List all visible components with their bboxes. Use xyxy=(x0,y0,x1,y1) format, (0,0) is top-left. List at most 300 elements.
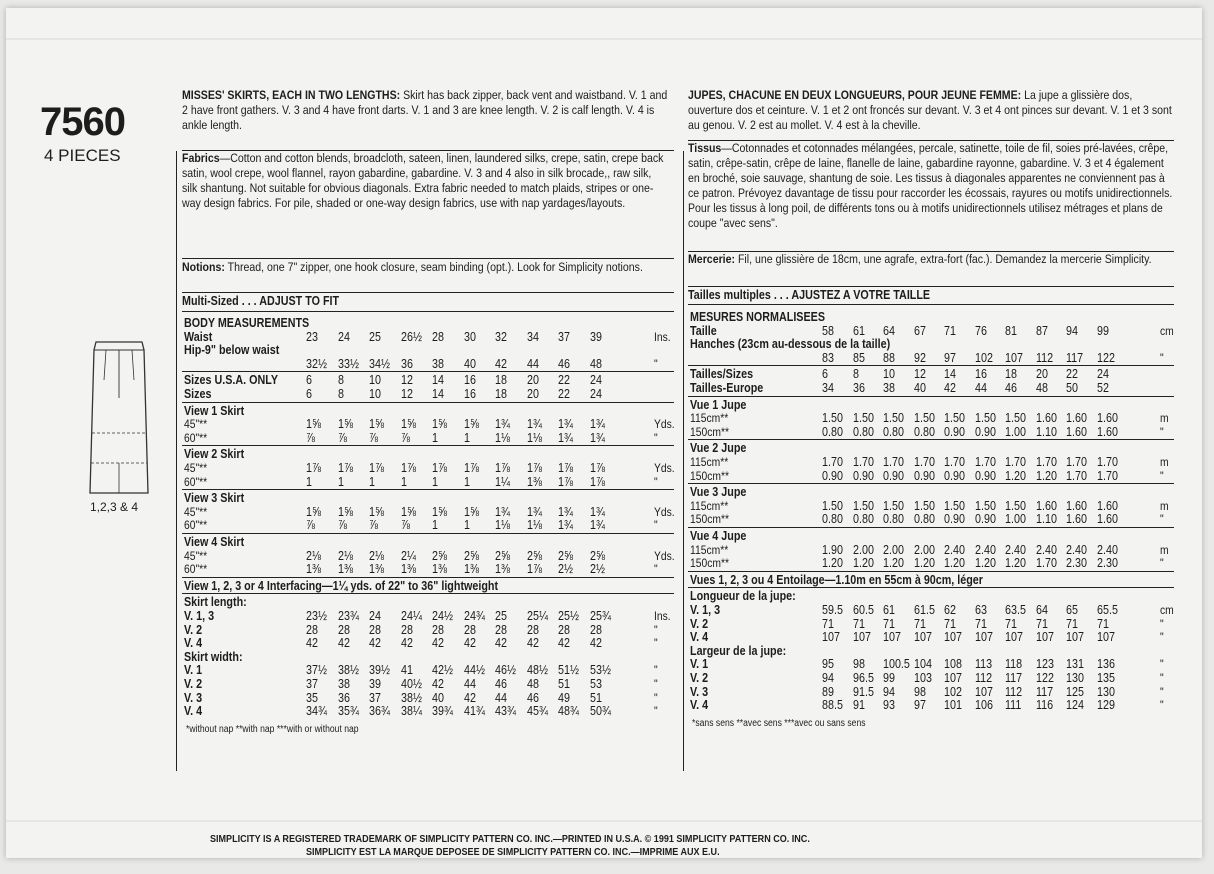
fr-row-label: 150cm** xyxy=(690,424,730,439)
en-table-row xyxy=(182,623,674,637)
fr-table-cell: 1.70 xyxy=(1066,455,1087,469)
fr-table-row xyxy=(688,556,1174,570)
en-table-cell: 42 xyxy=(526,636,539,651)
en-table-cell: 25 xyxy=(495,609,507,623)
en-table-cell: 10 xyxy=(369,387,381,401)
en-table-cell: 1⅜ xyxy=(432,562,447,577)
fr-table-cell: 94 xyxy=(822,671,834,685)
en-table-cell: 16 xyxy=(463,373,476,388)
fr-unit-label: " xyxy=(1160,684,1164,699)
fr-table-cell: 1.50 xyxy=(913,411,935,426)
fr-table-cell: 116 xyxy=(1035,698,1053,713)
en-table-cell: 1⅞ xyxy=(558,474,573,489)
en-table-row xyxy=(182,518,674,532)
fr-table-cell: 2.00 xyxy=(883,542,904,557)
fr-table-rule xyxy=(688,571,1174,572)
en-table-row xyxy=(182,431,674,445)
fr-unit-label: " xyxy=(1160,616,1164,631)
fr-row-label: 115cm** xyxy=(690,411,729,426)
fr-table-rule xyxy=(688,439,1174,440)
en-table-row xyxy=(182,535,674,549)
fr-table-row xyxy=(688,499,1174,513)
en-unit-label: " xyxy=(654,356,658,371)
en-row-label: Sizes U.S.A. ONLY xyxy=(184,373,278,388)
en-table-cell: 28 xyxy=(400,622,413,637)
fr-table-cell: 71 xyxy=(1066,616,1078,631)
en-row-label: BODY MEASUREMENTS xyxy=(184,316,310,330)
en-table-cell: 1⅝ xyxy=(432,504,447,519)
fr-table-cell: 107 xyxy=(822,630,840,645)
fr-row-label: Hanches (23cm au-dessous de la taille) xyxy=(690,337,891,352)
fr-table-rule xyxy=(688,396,1174,397)
fr-table-cell: 1.70 xyxy=(1005,455,1026,469)
en-table-row xyxy=(182,447,674,461)
en-table-cell: 23½ xyxy=(306,609,327,623)
en-table-cell: 33½ xyxy=(337,356,359,371)
en-table-cell: 20 xyxy=(526,387,539,401)
fr-table-cell: 1.20 xyxy=(1005,468,1026,483)
en-unit-label: " xyxy=(654,704,658,719)
en-table-cell: 1 xyxy=(463,518,470,533)
fr-row-label: Tailles-Europe xyxy=(690,381,764,395)
en-table-cell: 8 xyxy=(337,373,344,388)
en-table-cell: 42 xyxy=(369,636,381,651)
fr-table-cell: 131 xyxy=(1066,657,1084,672)
fr-table-row xyxy=(688,589,1174,603)
en-table-cell: 1⅛ xyxy=(526,430,542,445)
en-table-cell: 42 xyxy=(495,636,507,651)
fr-table-cell: 0.90 xyxy=(974,424,996,439)
en-table-cell: 1¾ xyxy=(589,518,605,533)
en-table-cell: 1⅝ xyxy=(432,417,447,432)
en-table-cell: 42 xyxy=(558,636,570,651)
en-table-cell: 1⅜ xyxy=(400,562,416,577)
fr-table-cell: 101 xyxy=(944,698,962,713)
en-table-cell: 36¾ xyxy=(369,704,390,719)
en-table-row xyxy=(182,562,674,576)
fr-table-cell: 63 xyxy=(974,603,987,617)
fr-row-label: Vue 3 Jupe xyxy=(690,485,747,500)
fr-table-cell: 1.10 xyxy=(1035,424,1057,439)
fr-table-cell: 107 xyxy=(883,630,901,645)
fr-table-cell: 46 xyxy=(1005,381,1017,395)
fr-table-cell: 99 xyxy=(1096,323,1109,338)
fr-table-cell: 135 xyxy=(1096,671,1115,685)
en-table-cell: ⅞ xyxy=(369,430,378,445)
fr-table-cell: 117 xyxy=(1035,684,1053,699)
fr-table-cell: 1.20 xyxy=(1005,556,1026,571)
fr-table-row xyxy=(688,512,1174,526)
en-table-cell: 1⅛ xyxy=(495,518,510,533)
fr-table-row xyxy=(688,671,1174,685)
fr-row-label: V. 4 xyxy=(690,630,709,645)
fr-table-cell: 1.50 xyxy=(944,411,965,426)
en-table-cell: 1⅞ xyxy=(432,461,447,475)
fr-table-row xyxy=(688,529,1174,543)
en-table-cell: 2⅛ xyxy=(369,548,384,563)
fr-table-cell: 61.5 xyxy=(913,603,935,617)
fr-table-cell: 58 xyxy=(822,323,834,338)
fr-table-cell: 71 xyxy=(1035,616,1048,631)
fr-table-cell: 107 xyxy=(913,630,932,645)
en-table-rule xyxy=(182,445,674,446)
en-table-cell: 1⅝ xyxy=(400,504,416,519)
fr-table-cell: 2.00 xyxy=(852,542,874,557)
en-table-cell: 44 xyxy=(495,690,507,705)
en-table-cell: 34½ xyxy=(369,356,390,371)
fr-table-row xyxy=(688,381,1174,395)
en-table-cell: 28 xyxy=(589,622,602,637)
en-table-cell: 1¾ xyxy=(558,430,573,445)
en-table-cell: 38½ xyxy=(337,663,359,678)
en-table-cell: 1⅝ xyxy=(337,417,353,432)
en-table-row xyxy=(182,549,674,563)
en-row-label: Skirt width: xyxy=(184,649,243,664)
fr-table-cell: 117 xyxy=(1066,350,1084,365)
en-table-cell: 25½ xyxy=(558,609,579,623)
fr-table-cell: 1.50 xyxy=(852,411,874,426)
en-table-cell: 53½ xyxy=(589,663,611,678)
en-unit-label: Ins. xyxy=(654,329,671,344)
fr-table-cell: 118 xyxy=(1005,657,1023,672)
en-table-cell: 1¾ xyxy=(526,417,542,432)
en-table-cell: 1 xyxy=(432,474,438,489)
fr-table-cell: 1.60 xyxy=(1096,512,1118,527)
fr-table-cell: 112 xyxy=(1035,350,1053,365)
en-table-cell: ⅞ xyxy=(369,518,378,533)
fr-table-row xyxy=(688,324,1174,338)
en-table-row xyxy=(182,704,674,718)
en-row-label: 60"** xyxy=(184,474,208,489)
fr-table-cell: 1.10 xyxy=(1035,512,1057,527)
fr-table-cell: 59.5 xyxy=(822,603,843,617)
en-row-label: 45"** xyxy=(184,548,208,563)
fr-table-cell: 0.80 xyxy=(822,424,843,439)
fr-table-cell: 92 xyxy=(913,350,926,365)
en-table-cell: 1⅝ xyxy=(400,417,416,432)
fr-row-label: 150cm** xyxy=(690,512,730,527)
en-table-cell: 41¾ xyxy=(463,704,485,719)
fr-table-cell: 97 xyxy=(944,350,956,365)
fr-table-cell: 0.80 xyxy=(883,512,904,527)
fr-unit-label: " xyxy=(1160,698,1164,713)
fr-table-row xyxy=(688,455,1174,469)
fr-table-cell: 1.70 xyxy=(1096,468,1118,483)
en-table-cell: 1⅞ xyxy=(337,461,353,475)
fr-table-rule xyxy=(688,527,1174,528)
en-table-cell: 16 xyxy=(463,387,476,401)
en-unit-label: " xyxy=(654,636,658,651)
fr-table-cell: 94 xyxy=(883,684,895,699)
fr-table-cell: 71 xyxy=(822,616,834,631)
en-table-cell: 42 xyxy=(337,636,350,651)
en-notions: Notions: Thread, one 7" zipper, one hook closure, seam binding (opt.). Look for Simplicity notions. xyxy=(182,260,643,274)
en-table-rule xyxy=(182,533,674,534)
fr-table-cell: 0.80 xyxy=(852,424,874,439)
en-table-rule xyxy=(182,577,674,578)
en-table-cell: 28 xyxy=(432,329,444,344)
en-row-label: Sizes xyxy=(184,387,212,401)
fr-table-row xyxy=(688,685,1174,699)
fr-table-cell: 108 xyxy=(944,657,962,672)
fr-table-cell: 88 xyxy=(883,350,895,365)
en-table-cell: 1⅛ xyxy=(495,430,510,445)
en-table-cell: 1⅜ xyxy=(463,562,479,577)
en-table-cell: 1¾ xyxy=(589,430,605,445)
en-table-cell: 46 xyxy=(495,677,507,691)
fr-table-cell: 1.70 xyxy=(1096,455,1118,469)
en-table-row xyxy=(182,609,674,623)
en-table-cell: 42 xyxy=(589,636,602,651)
en-table-cell: 14 xyxy=(432,373,444,388)
en-table-row xyxy=(182,663,674,677)
fr-table-cell: 1.50 xyxy=(822,411,843,426)
en-table-cell: 1⅜ xyxy=(495,562,510,577)
en-table-cell: 37 xyxy=(558,329,570,344)
en-table-cell: ⅞ xyxy=(337,430,347,445)
fr-table-cell: 107 xyxy=(1096,630,1115,645)
trademark-en: SIMPLICITY IS A REGISTERED TRADEMARK OF SIMPLICITY PATTERN CO. INC.—PRINTED IN U.S.A. © 1991 SIMPLICITY PATTERN CO. INC. xyxy=(210,833,810,845)
en-row-label: Skirt length: xyxy=(184,595,247,610)
en-unit-label: " xyxy=(654,430,658,445)
fr-table-cell: 2.40 xyxy=(1035,542,1057,557)
fr-table-cell: 1.60 xyxy=(1096,424,1118,439)
fr-table-cell: 103 xyxy=(913,671,932,685)
fr-table-cell: 22 xyxy=(1066,367,1078,382)
en-table-cell: 39 xyxy=(369,677,381,691)
en-table-row xyxy=(182,491,674,505)
fr-table-cell: 91 xyxy=(852,698,865,713)
fr-table-cell: 1.70 xyxy=(944,455,965,469)
en-unit-label: Yds. xyxy=(654,504,675,519)
fr-table-cell: 1.20 xyxy=(852,556,874,571)
en-table-cell: 36 xyxy=(337,690,350,705)
fr-table-cell: 1.60 xyxy=(1066,411,1087,426)
fr-table-cell: 107 xyxy=(1066,630,1084,645)
en-table-row xyxy=(182,387,674,401)
en-table-cell: 1¾ xyxy=(526,504,542,519)
fr-row-label: V. 4 xyxy=(690,698,709,713)
fr-table-rule xyxy=(688,587,1174,588)
fr-table-cell: 91.5 xyxy=(852,684,874,699)
en-table-row xyxy=(182,357,674,371)
fr-table-cell: 1.00 xyxy=(1005,512,1026,527)
fr-table-cell: 100.5 xyxy=(883,657,910,672)
fr-table-cell: 95 xyxy=(822,657,834,672)
fr-table-cell: 1.60 xyxy=(1035,498,1057,513)
en-unit-label: " xyxy=(654,690,658,705)
en-row-label: V. 1 xyxy=(184,663,203,678)
en-table-row xyxy=(182,373,674,387)
fr-table-cell: 107 xyxy=(944,671,962,685)
fr-table-cell: 98 xyxy=(852,657,865,672)
views-label: 1,2,3 & 4 xyxy=(90,500,139,514)
en-table-cell: 12 xyxy=(400,387,413,401)
en-table-cell: 43¾ xyxy=(495,704,516,719)
fr-table-cell: 48 xyxy=(1035,381,1048,395)
en-table-cell: 38¼ xyxy=(400,704,422,719)
en-table-cell: 53 xyxy=(589,677,602,691)
en-row-label: 45"** xyxy=(184,504,208,519)
en-row-label: V. 4 xyxy=(184,636,203,651)
fr-table-row xyxy=(688,411,1174,425)
fr-table-row xyxy=(688,469,1174,483)
fr-table-cell: 0.80 xyxy=(913,512,935,527)
en-table-cell: 6 xyxy=(306,387,312,401)
fr-row-label: Tailles/Sizes xyxy=(690,367,754,382)
fr-row-label: 150cm** xyxy=(690,468,730,483)
fr-table-cell: 71 xyxy=(974,616,987,631)
en-table-cell: 18 xyxy=(495,373,507,388)
fr-table-cell: 61 xyxy=(883,603,895,617)
en-table-cell: 42½ xyxy=(432,663,453,678)
en-table-cell: 1⅜ xyxy=(526,474,542,489)
fr-unit-label: " xyxy=(1160,657,1164,672)
fr-table-cell: 64 xyxy=(883,323,895,338)
fr-row-label: 150cm** xyxy=(690,556,730,571)
en-table-row xyxy=(182,677,674,691)
fr-table-cell: 76 xyxy=(974,323,987,338)
fr-table-cell: 1.50 xyxy=(913,498,935,513)
fr-row-label: 115cm** xyxy=(690,542,729,557)
en-table-cell: 22 xyxy=(558,373,570,388)
en-table-cell: 39¾ xyxy=(432,704,453,719)
en-row-label: View 4 Skirt xyxy=(184,535,245,549)
fr-table-cell: 2.40 xyxy=(1066,542,1087,557)
fr-table-cell: 0.90 xyxy=(822,468,843,483)
en-table-cell: 1¾ xyxy=(495,417,510,432)
en-table-cell: 28 xyxy=(495,622,507,637)
en-table-cell: ⅞ xyxy=(400,430,410,445)
en-table-cell: 1¾ xyxy=(589,417,605,432)
en-table-cell: 1⅞ xyxy=(589,461,605,475)
fr-unit-label: m xyxy=(1160,411,1169,426)
en-table-cell: 1¾ xyxy=(495,504,510,519)
fr-unit-label: " xyxy=(1160,424,1164,439)
piece-count: 4 PIECES xyxy=(44,146,121,165)
en-table-cell: 1⅝ xyxy=(306,417,321,432)
fr-table-cell: 124 xyxy=(1066,698,1084,713)
en-table-cell: 24 xyxy=(589,373,602,388)
fr-table-cell: 81 xyxy=(1005,323,1017,338)
en-table-cell: 40 xyxy=(432,690,444,705)
fr-table-cell: 0.80 xyxy=(913,424,935,439)
en-row-label: 45"** xyxy=(184,417,208,432)
en-table-cell: 22 xyxy=(558,387,570,401)
en-table-cell: 48 xyxy=(589,356,602,371)
en-table-cell: 1¾ xyxy=(558,518,573,533)
en-unit-label: Yds. xyxy=(654,461,675,475)
fr-fabrics: Tissus—Cotonnades et cotonnades mélangées, percale, satinette, toile de fil, soies pré-lavées, crêpe, satin, crêpe-satin, crêpe de laine, flanelle de laine, gabardine rayonne, gabardine. V. 3 et 4 également en broché, soie sauvage, shantung de soie. Les tissus à diagonales apparentes ne conviennent pas à ce patron. Prévoyez davantage de tissu pour raccorder les écossais, rayures ou motifs unidirectionnels. Pour les tissus à long poil, de différents tons ou à motifs unidirectionnels utilisez métrages et plans de coupe "avec sens". xyxy=(688,141,1173,230)
fr-table-cell: 98 xyxy=(913,684,926,699)
en-table-cell: 40 xyxy=(463,356,476,371)
en-table-cell: 38½ xyxy=(400,690,422,705)
en-table-cell: 10 xyxy=(369,373,381,388)
fr-table-cell: 1.60 xyxy=(1066,498,1087,513)
en-table-cell: 44½ xyxy=(463,663,485,678)
fr-unit-label: " xyxy=(1160,350,1164,365)
fr-table-cell: 0.90 xyxy=(944,424,965,439)
fr-table-cell: 63.5 xyxy=(1005,603,1026,617)
fr-table-cell: 1.60 xyxy=(1066,424,1087,439)
en-row-label: V. 2 xyxy=(184,677,203,691)
skirt-diagram xyxy=(86,338,156,498)
fr-table-cell: 71 xyxy=(944,616,956,631)
fr-table-row xyxy=(688,351,1174,365)
en-table-cell: 2½ xyxy=(558,562,573,577)
fr-table-row xyxy=(688,310,1174,324)
fr-table-cell: 61 xyxy=(852,323,865,338)
en-table-cell: 25¾ xyxy=(589,609,611,623)
en-table-cell: 1 xyxy=(432,430,438,445)
fr-table-cell: 1.70 xyxy=(883,455,904,469)
fr-table-cell: 71 xyxy=(1005,616,1017,631)
fr-multisized: Tailles multiples . . . AJUSTEZ A VOTRE TAILLE xyxy=(688,288,931,302)
en-table-cell: 1⅜ xyxy=(306,562,321,577)
fr-table-row xyxy=(688,367,1174,381)
en-table-cell: 36 xyxy=(400,356,413,371)
fr-table-row xyxy=(688,657,1174,671)
fr-table-cell: 112 xyxy=(974,671,992,685)
en-table-cell: 25 xyxy=(369,329,381,344)
en-table-cell: 24 xyxy=(589,387,602,401)
en-table-cell: ⅞ xyxy=(306,518,315,533)
fr-table-cell: 123 xyxy=(1035,657,1054,672)
en-table-cell: 42 xyxy=(432,636,444,651)
en-table-cell: 32 xyxy=(495,329,507,344)
en-unit-label: " xyxy=(654,518,658,533)
fr-table-cell: 1.70 xyxy=(1035,556,1057,571)
en-table-cell: 1⅞ xyxy=(463,461,479,475)
en-row-label: 60"** xyxy=(184,518,208,533)
fr-table-cell: 111 xyxy=(1005,698,1022,713)
en-unit-label: Yds. xyxy=(654,548,675,563)
en-table-cell: 1⅞ xyxy=(589,474,605,489)
en-table-cell: 28 xyxy=(432,622,444,637)
en-table-cell: 2½ xyxy=(589,562,605,577)
en-table-cell: ⅞ xyxy=(337,518,347,533)
en-row-label: View 3 Skirt xyxy=(184,491,245,506)
fr-row-label: V. 1 xyxy=(690,657,709,672)
en-table-cell: 40½ xyxy=(400,677,422,691)
fr-table-row xyxy=(688,698,1174,712)
fr-row-label: Vue 1 Jupe xyxy=(690,397,747,412)
fr-table-cell: 112 xyxy=(1005,684,1023,699)
en-table-cell: 1¾ xyxy=(558,504,573,519)
fr-row-label: 115cm** xyxy=(690,498,729,513)
fr-table-cell: 107 xyxy=(974,684,993,699)
en-table-cell: 28 xyxy=(369,622,381,637)
en-table-cell: 24½ xyxy=(432,609,453,623)
fr-row-label: Taille xyxy=(690,323,717,338)
en-row-label: V. 4 xyxy=(184,704,203,719)
fr-table-cell: 1.70 xyxy=(974,455,996,469)
fr-table-cell: 0.90 xyxy=(913,468,935,483)
en-table-cell: 1 xyxy=(463,430,470,445)
en-row-label: View 1 Skirt xyxy=(184,403,245,418)
en-table-cell: 2⅝ xyxy=(495,548,510,563)
fr-table-cell: 1.70 xyxy=(1066,468,1087,483)
en-table-cell: 8 xyxy=(337,387,344,401)
en-table-cell: 23 xyxy=(306,329,318,344)
en-table-cell: 1⅝ xyxy=(306,504,321,519)
fr-table-cell: 65 xyxy=(1066,603,1078,617)
en-table-cell: 25¼ xyxy=(526,609,548,623)
fr-table-cell: 1.50 xyxy=(944,498,965,513)
fr-row-label: Vues 1, 2, 3 ou 4 Entoilage—1.10m en 55cm à 90cm, léger xyxy=(690,572,983,587)
fr-table-cell: 89 xyxy=(822,684,834,699)
en-table-cell: 1⅞ xyxy=(400,461,416,475)
